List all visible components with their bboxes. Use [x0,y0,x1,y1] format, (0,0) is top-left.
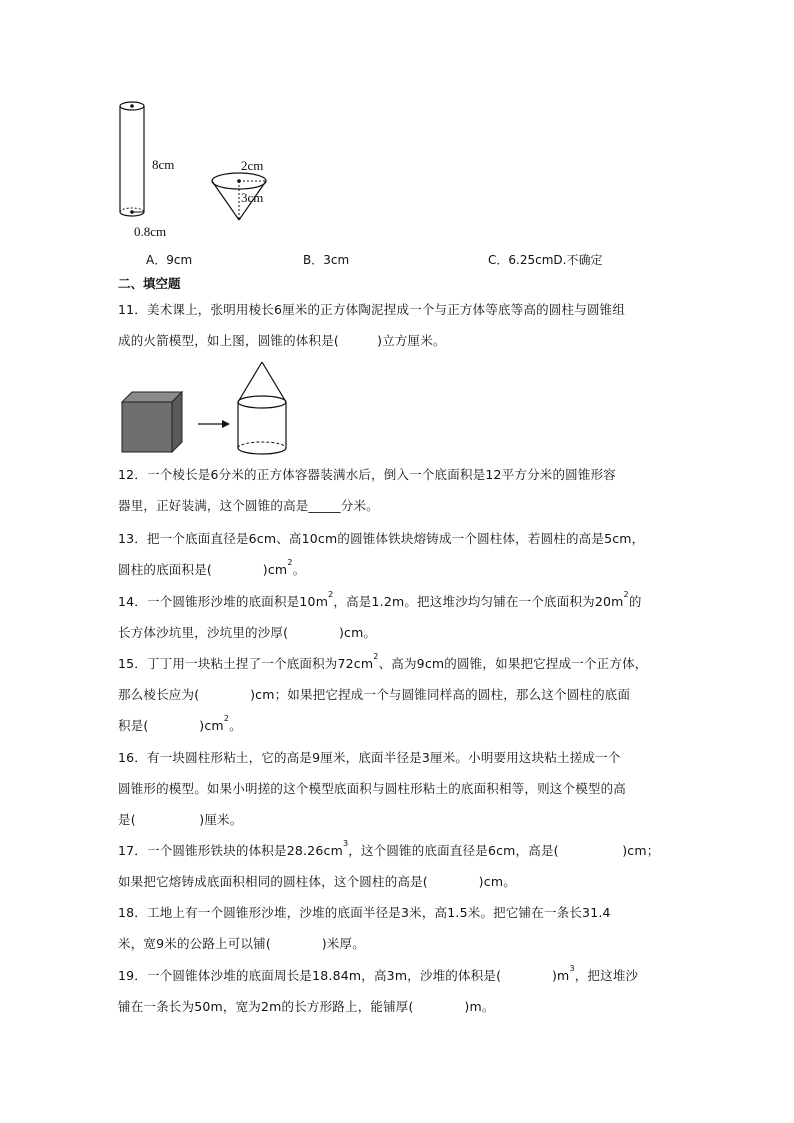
section-title: 二、填空题 [118,276,181,291]
q19-line-2: 铺在一条长为50m，宽为2m的长方形路上，能铺厚( )m。 [118,999,495,1014]
q12-line-2: 器里，正好装满，这个圆锥的高是_____分米。 [118,498,379,513]
q17-sup: 3 [342,839,349,848]
q14-line-2: 长方体沙坑里，沙坑里的沙厚( )cm。 [118,625,377,640]
choice-b: B．3cm [303,253,350,267]
cylinder-diameter-label: 0.8cm [134,224,167,239]
cube-to-rocket-figure [118,358,318,460]
q13-text-end: 。 [292,562,306,577]
q15-text-c: 积是( )cm [118,718,224,733]
q19-text-a: 19．一个圆锥体沙堆的底面周长是18.84m，高3m，沙堆的体积是( )m [118,968,570,983]
q15-text-d: 。 [229,718,242,733]
q17-line-2: 如果把它熔铸成底面积相同的圆柱体，这个圆柱的高是( )cm。 [118,874,516,889]
rocket-diagram [238,362,286,454]
q14-text-c: 的 [628,594,642,609]
q15-line-3 [118,710,678,741]
question-16 [118,742,678,835]
q17-text-b: ，这个圆锥的底面直径是6cm，高是( )cm； [348,843,660,858]
question-13 [118,523,678,585]
q15-line-1 [118,648,678,679]
q14-sup-2: 2 [623,590,629,599]
question-12 [118,459,678,521]
q11-line-1: 11．美术课上，张明用棱长6厘米的正方体陶泥捏成一个与正方体等底等高的圆柱与圆锥组 [118,302,626,317]
cone-radius-label: 2cm [241,158,264,173]
answer-choices [0,251,794,271]
cylinder-diagram [120,102,144,216]
q14-text-b: ，高是1.2m。把这堆沙均匀铺在一个底面积为20m [333,594,624,609]
q19-text-b: ，把这堆沙 [574,968,639,983]
q16-line-2: 圆锥形的模型。如果小明搓的这个模型底面积与圆柱形粘土的底面积相等，则这个模型的高 [118,781,627,796]
q18-line-1: 18．工地上有一个圆锥形沙堆，沙堆的底面半径是3米，高1.5米。把它铺在一条长31.4 [118,905,611,920]
choice-a: A．9cm [146,253,193,267]
cylinder-height-label: 8cm [152,157,175,172]
question-18 [118,897,678,959]
q17-text-a: 17．一个圆锥形铁块的体积是28.26cm [118,843,343,858]
q14-line-1 [118,586,678,617]
q15-text-b: 、高为9cm的圆锥，如果把它捏成一个正方体， [378,656,648,671]
q15-sup-2: 2 [223,714,230,723]
q15-text-a: 15．丁丁用一块粘土捏了一个底面积为72cm [118,656,374,671]
q16-line-3: 是( )厘米。 [118,812,243,827]
q16-line-1: 16．有一块圆柱形粘土，它的高是9厘米，底面半径是3厘米。小明要用这块粘土搓成一个 [118,750,621,765]
question-15 [118,648,678,741]
choice-c: C．6.25cmD.不确定 [488,253,603,267]
q12-line-1: 12．一个棱长是6分米的正方体容器装满水后，倒入一个底面积是12平方分米的圆锥形容 [118,467,616,482]
q19-sup: 3 [569,964,575,973]
question-14 [118,586,678,648]
q13-line-1: 13．把一个底面直径是6cm、高10cm的圆锥体铁块熔铸成一个圆柱体，若圆柱的高是5cm， [118,531,645,546]
q14-text-a: 14．一个圆锥形沙堆的底面积是10m [118,594,329,609]
question-11 [118,294,678,356]
cube-diagram [122,392,182,452]
q13-sup: 2 [287,558,293,567]
q13-text: 圆柱的底面积是( )cm [118,562,288,577]
cone-height-label: 3cm [241,190,264,205]
question-19 [118,960,678,1022]
q13-line-2 [118,554,678,585]
q19-line-1 [118,960,678,991]
q15-line-2: 那么棱长应为( )cm；如果把它捏成一个与圆锥同样高的圆柱，那么这个圆柱的底面 [118,687,631,702]
q18-line-2: 米，宽9米的公路上可以铺( )米厚。 [118,936,365,951]
arrow-icon [198,420,230,428]
q11-line-2: 成的火箭模型，如上图，圆锥的体积是( )立方厘米。 [118,333,446,348]
cylinder-cone-figure [100,92,400,242]
q14-sup-1: 2 [328,590,334,599]
q15-sup-1: 2 [373,652,379,661]
question-17 [118,835,678,897]
q17-line-1 [118,835,678,866]
